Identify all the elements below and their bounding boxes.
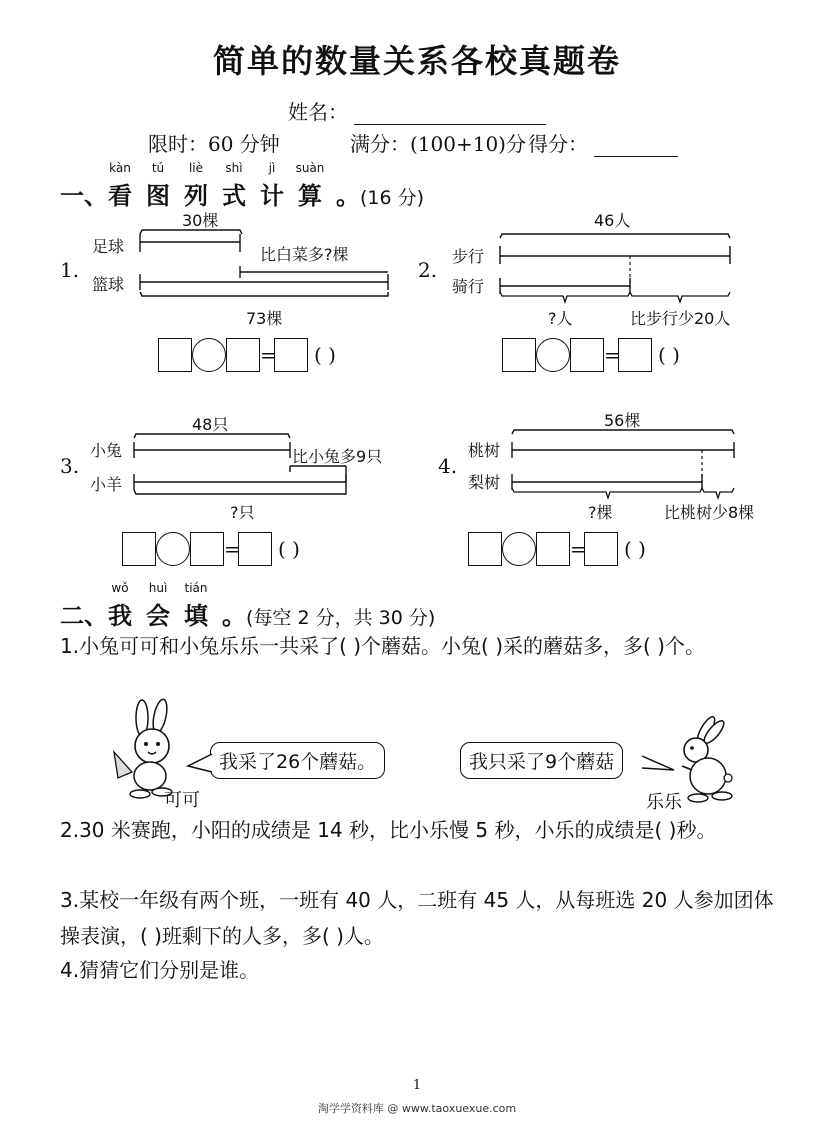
section2-heading bbox=[60, 581, 436, 631]
score-label: 得分： bbox=[528, 132, 588, 156]
diff-label: 比白菜多?棵 bbox=[260, 245, 349, 264]
page-title: 简单的数量关系各校真题卷 bbox=[212, 42, 621, 80]
full-score: 满分：(100+10)分 bbox=[350, 132, 526, 156]
problem-number: 1. bbox=[60, 258, 80, 282]
unit-paren[interactable]: ( ) bbox=[658, 343, 680, 367]
time-limit: 限时：60 分钟 bbox=[148, 132, 280, 156]
unit-paren[interactable]: ( ) bbox=[314, 343, 336, 367]
row-label: 骑行 bbox=[452, 277, 485, 296]
diff-label: 比小兔多9只 bbox=[292, 447, 383, 466]
problem-1-diagram bbox=[60, 206, 400, 336]
problem-3-diagram bbox=[60, 410, 420, 530]
top-label: 46人 bbox=[594, 211, 631, 230]
unit-paren[interactable]: ( ) bbox=[278, 537, 300, 561]
heading-char: wǒ 我 bbox=[108, 581, 132, 630]
name-label: 姓名： bbox=[288, 100, 348, 124]
speech-bubble-left: 我采了26个蘑菇。 bbox=[210, 742, 385, 779]
row-label: 梨树 bbox=[468, 473, 501, 492]
heading-char: huì 会 bbox=[146, 581, 170, 630]
problem-number: 2. bbox=[418, 258, 438, 282]
name-field bbox=[288, 96, 546, 125]
row-label: 足球 bbox=[92, 237, 125, 256]
operator-circle[interactable] bbox=[502, 532, 536, 566]
question-4: 4.猜猜它们分别是谁。 bbox=[60, 958, 260, 982]
answer-box[interactable] bbox=[226, 338, 260, 372]
bottom-label: ?人 bbox=[548, 309, 573, 328]
page-number: 1 bbox=[412, 1078, 422, 1093]
operator-circle[interactable] bbox=[192, 338, 226, 372]
score-field bbox=[528, 128, 678, 157]
bubble-tail-left bbox=[186, 752, 214, 776]
answer-box[interactable] bbox=[158, 338, 192, 372]
operator-circle[interactable] bbox=[536, 338, 570, 372]
heading-char: shì 式 bbox=[222, 161, 246, 210]
segment-lines bbox=[60, 206, 400, 336]
heading-char: tú 图 bbox=[146, 161, 170, 210]
row-label: 小兔 bbox=[90, 441, 123, 460]
top-label: 48只 bbox=[192, 415, 229, 434]
top-label: 30棵 bbox=[182, 211, 219, 230]
answer-box[interactable] bbox=[536, 532, 570, 566]
section1-prefix: 一、 bbox=[60, 182, 108, 210]
bottom-label: ?只 bbox=[230, 503, 255, 522]
section2-points: (每空 2 分，共 30 分) bbox=[246, 607, 436, 629]
heading-char: kàn 看 bbox=[108, 161, 132, 210]
heading-char: suàn 算 bbox=[295, 161, 325, 210]
question-2: 2.30 米赛跑，小阳的成绩是 14 秒，比小乐慢 5 秒，小乐的成绩是( )秒。 bbox=[60, 818, 717, 842]
section2-prefix: 二、 bbox=[60, 602, 108, 630]
answer-boxes-2: = ( ) bbox=[502, 338, 680, 372]
problem-number: 3. bbox=[60, 454, 80, 478]
answer-box[interactable] bbox=[122, 532, 156, 566]
rabbit-lele-name: 乐乐 bbox=[646, 792, 682, 813]
answer-box[interactable] bbox=[570, 338, 604, 372]
answer-box[interactable] bbox=[502, 338, 536, 372]
top-label: 56棵 bbox=[604, 411, 641, 430]
problem-4-diagram bbox=[438, 408, 788, 528]
row-label: 小羊 bbox=[90, 475, 123, 494]
answer-box[interactable] bbox=[190, 532, 224, 566]
diff-label: 比桃树少8棵 bbox=[664, 503, 755, 522]
row-label: 桃树 bbox=[468, 441, 501, 460]
answer-box[interactable] bbox=[468, 532, 502, 566]
row-label: 篮球 bbox=[92, 275, 125, 294]
problem-number: 4. bbox=[438, 454, 458, 478]
section1-suffix: 。 bbox=[336, 182, 360, 210]
row-label: 步行 bbox=[452, 247, 485, 266]
speech-bubble-right: 我只采了9个蘑菇 bbox=[460, 742, 623, 779]
footer-source: 淘学学资料库 @ www.taoxuexue.com bbox=[317, 1102, 517, 1115]
name-blank[interactable] bbox=[354, 104, 546, 125]
answer-boxes-1: = ( ) bbox=[158, 338, 336, 372]
problem-2-diagram bbox=[418, 206, 778, 336]
segment-lines bbox=[60, 410, 420, 530]
answer-boxes-4: = ( ) bbox=[468, 532, 646, 566]
answer-box[interactable] bbox=[584, 532, 618, 566]
unit-paren[interactable]: ( ) bbox=[624, 537, 646, 561]
answer-box[interactable] bbox=[618, 338, 652, 372]
answer-box[interactable] bbox=[274, 338, 308, 372]
rabbit-keke-icon bbox=[104, 700, 194, 800]
bottom-label: 73棵 bbox=[246, 309, 283, 328]
section2-suffix: 。 bbox=[222, 602, 246, 630]
diff-label: 比步行少20人 bbox=[630, 309, 731, 328]
rabbit-keke-name: 可可 bbox=[164, 790, 200, 811]
score-blank[interactable] bbox=[594, 136, 678, 157]
section1-points: (16 分) bbox=[360, 187, 425, 209]
bottom-label: ?棵 bbox=[588, 503, 613, 522]
question-1: 1.小兔可可和小兔乐乐一共采了( )个蘑菇。小兔( )采的蘑菇多，多( )个。 bbox=[60, 634, 705, 658]
heading-char: liè 列 bbox=[184, 161, 208, 210]
question-3: 3.某校一年级有两个班，一班有 40 人，二班有 45 人，从每班选 20 人参加团体操表演，( )班剩下的人多，多( )人。 bbox=[60, 888, 774, 948]
heading-char: tián 填 bbox=[184, 581, 208, 630]
segment-lines bbox=[438, 408, 788, 528]
answer-box[interactable] bbox=[238, 532, 272, 566]
operator-circle[interactable] bbox=[156, 532, 190, 566]
segment-lines bbox=[418, 206, 778, 336]
heading-char: jì 计 bbox=[260, 161, 284, 210]
answer-boxes-3: = ( ) bbox=[122, 532, 300, 566]
